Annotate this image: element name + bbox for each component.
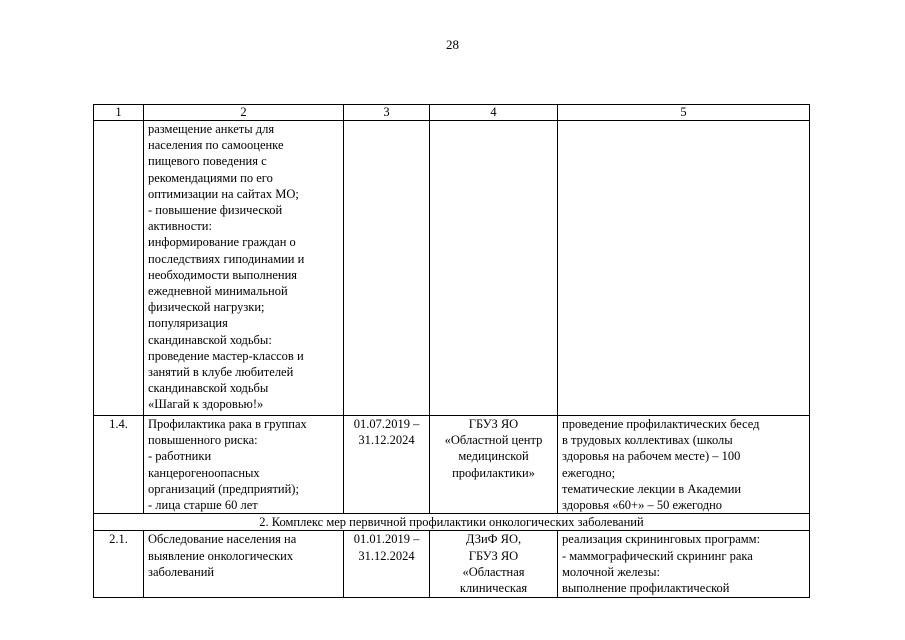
text-line: ГБУЗ ЯО [468,548,519,563]
measure-cell [144,531,344,598]
column-header: 2 [144,105,344,121]
measures-table [93,104,810,598]
text-line: реализация скрининговых программ: [562,532,761,547]
text-line: ГБУЗ ЯО [468,417,519,431]
text-line: молочной железы: [562,564,660,579]
text-line: Профилактика рака в группах [148,417,307,431]
text-line: рекомендациями по его [148,170,273,185]
executor-cell [430,531,558,598]
column-header: 1 [94,105,144,121]
text-line: активности: [148,219,212,234]
result-cell [558,531,810,598]
text-line: в трудовых коллективах (школы [562,433,733,448]
text-line: выявление онкологических [148,548,294,563]
text-line: необходимости выполнения [148,267,298,282]
text-line: повышенного риска: [148,433,258,448]
text-line: населения по самооценке [148,138,284,153]
text-line: популяризация [148,316,228,331]
period-cell [344,531,430,598]
column-header: 3 [344,105,430,121]
text-line: 31.12.2024 [358,548,415,563]
text-line: - работники [148,449,212,464]
executor-cell [430,416,558,514]
table-row [94,416,810,514]
column-header: 4 [430,105,558,121]
measure-cell [144,121,344,416]
result-cell [558,416,810,514]
text-line: - маммографический скрининг рака [562,548,753,563]
row-number-cell [94,121,144,416]
executor-cell [430,121,558,416]
text-line: проведение мастер-классов и [148,348,304,363]
section-heading: 2. Комплекс мер первичной профилактики онкологических заболеваний [94,514,810,531]
text-line: профилактики» [452,465,535,480]
page-number: 28 [446,37,459,52]
text-line: «Шагай к здоровью!» [148,397,264,412]
text-line: занятий в клубе любителей [148,365,294,380]
text-line: канцерогеноопасных [148,465,260,480]
row-number-cell: 2.1. [94,531,144,598]
text-line: информирование граждан о [148,235,296,250]
text-line: - лица старше 60 лет [148,498,258,513]
text-line: последствиях гиподинамии и [148,251,305,266]
table-row [94,121,810,416]
measure-cell [144,416,344,514]
text-line: скандинавской ходьбы [148,381,269,396]
text-line: здоровья на рабочем месте) – 100 [562,449,741,464]
period-cell [344,416,430,514]
text-line: клиническая [459,581,528,596]
result-cell [558,121,810,416]
text-line: ежедневной минимальной [148,284,288,299]
text-line: размещение анкеты для [148,122,275,136]
section-row [94,514,810,531]
text-line: ДЗиФ ЯО, [465,532,522,547]
text-line: - повышение физической [148,203,283,218]
table-row [94,531,810,598]
text-line: 01.01.2019 – [353,532,420,547]
text-line: выполнение профилактической [562,581,730,596]
text-line: физической нагрузки; [148,300,265,315]
text-line: заболеваний [148,564,215,579]
text-line: «Областная [462,564,525,579]
text-line: тематические лекции в Академии [562,481,742,496]
text-line: ежегодно; [562,465,616,480]
period-cell [344,121,430,416]
text-line: Обследование населения на [148,532,297,547]
text-line: оптимизации на сайтах МО; [148,186,299,201]
text-line: пищевого поведения с [148,154,267,169]
row-number-cell: 1.4. [94,416,144,514]
text-line: проведение профилактических бесед [562,417,760,431]
text-line: организаций (предприятий); [148,481,299,496]
column-header: 5 [558,105,810,121]
text-line: 01.07.2019 – [353,417,420,431]
text-line: медицинской [458,449,529,464]
text-line: здоровья «60+» – 50 ежегодно [562,498,723,513]
text-line: скандинавской ходьбы: [148,332,272,347]
text-line: 31.12.2024 [358,433,415,448]
text-line: «Областной центр [444,433,543,448]
table-header-row [94,105,810,121]
